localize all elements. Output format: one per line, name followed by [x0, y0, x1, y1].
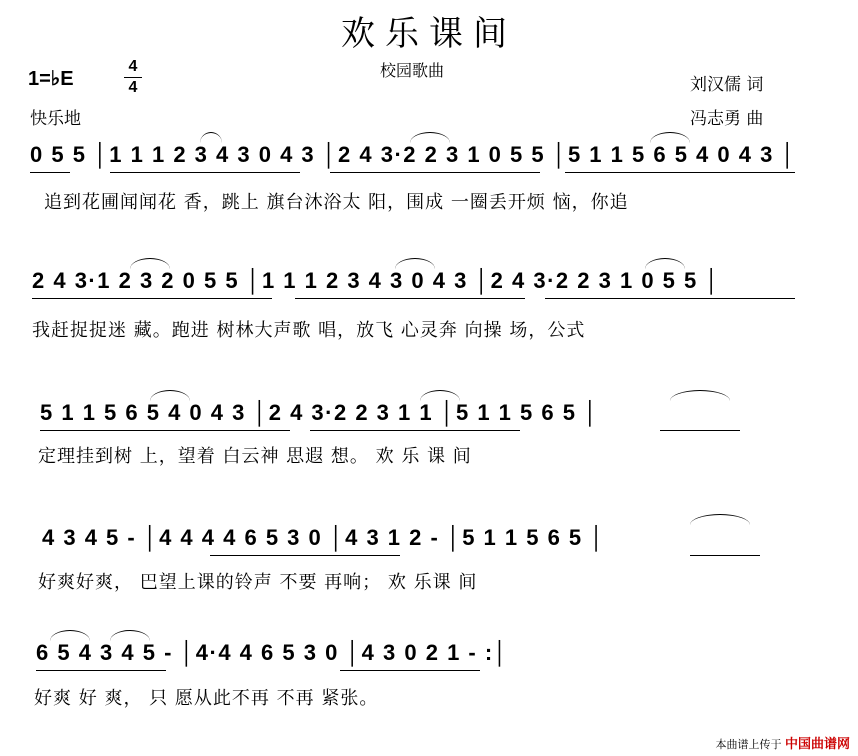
tempo-marking: 快乐地	[30, 109, 81, 129]
beam-line	[330, 172, 540, 173]
tie-mark	[670, 390, 730, 401]
tie-mark	[690, 514, 750, 525]
beam-line	[545, 298, 795, 299]
song-subtitle: 校园歌曲	[380, 61, 445, 80]
lyrics-row-3: 定理挂到树 上，望着 白云神 思遐 想。 欢 乐 课 间	[38, 446, 472, 467]
beam-line	[32, 298, 272, 299]
notation-row-3: 5 1 1 5 6 5 4 0 4 3 │2 4 3·2 2 3 1 1 │5 1 1 5 6 5 │	[40, 400, 600, 425]
lyricist-credit: 刘汉儒 词	[690, 75, 764, 95]
notation-row-4: 4 3 4 5 - │4 4 4 4 6 5 3 0 │4 3 1 2 - │5 1 1 5 6 5 │	[42, 525, 606, 550]
tie-mark	[410, 132, 450, 143]
notation-row-1: 0 5 5 │1 1 1 2 3 4 3 0 4 3 │2 4 3·2 2 3 1 0 5 5 │5 1 1 5 6 5 4 0 4 3 │	[30, 142, 797, 167]
tie-mark	[395, 258, 435, 269]
beam-line	[36, 670, 166, 671]
lyrics-row-1: 追到花圃闻闻花 香，跳上 旗台沐浴太 阳，围成 一圈丢开烦 恼，你追	[44, 192, 629, 213]
meter-divider	[124, 77, 142, 78]
lyrics-row-5: 好爽 好 爽， 只 愿从此不再 不再 紧张。	[34, 688, 379, 709]
time-signature	[124, 58, 142, 97]
beam-line	[340, 670, 480, 671]
tie-mark	[130, 258, 170, 269]
lyrics-row-2: 我赶捉捉迷 藏。跑进 树林大声歌 唱，放飞 心灵奔 向操 场，公式	[32, 320, 586, 341]
key-signature: 1=♭E	[28, 68, 74, 90]
notation-row-5: 6 5 4 3 4 5 - │4·4 4 6 5 3 0 │4 3 0 2 1 - :│	[36, 640, 509, 665]
tie-mark	[150, 390, 190, 401]
meter-bottom: 4	[128, 79, 138, 96]
song-title: 欢乐课间	[341, 14, 517, 54]
beam-line	[210, 555, 400, 556]
beam-line	[310, 430, 520, 431]
tie-mark	[110, 630, 150, 641]
tie-mark	[650, 132, 690, 143]
beam-line	[565, 172, 795, 173]
beam-line	[690, 555, 760, 556]
tie-mark	[645, 258, 685, 269]
beam-line	[660, 430, 740, 431]
beam-line	[30, 172, 70, 173]
watermark	[715, 733, 850, 752]
notation-row-2: 2 4 3·1 2 3 2 0 5 5 │1 1 1 2 3 4 3 0 4 3 │2 4 3·2 2 3 1 0 5 5 │	[32, 268, 721, 293]
lyrics-row-4: 好爽好爽， 巴望上课的铃声 不要 再响； 欢 乐课 间	[38, 572, 478, 593]
tie-mark	[200, 132, 222, 143]
watermark-text: 本曲谱上传于	[715, 738, 782, 751]
meter-top: 4	[128, 58, 138, 75]
tie-mark	[50, 630, 90, 641]
watermark-site: 中国曲谱网	[784, 737, 850, 752]
tie-mark	[420, 390, 460, 401]
beam-line	[40, 430, 290, 431]
composer-credit: 冯志勇 曲	[690, 109, 764, 129]
beam-line	[295, 298, 525, 299]
beam-line	[110, 172, 300, 173]
